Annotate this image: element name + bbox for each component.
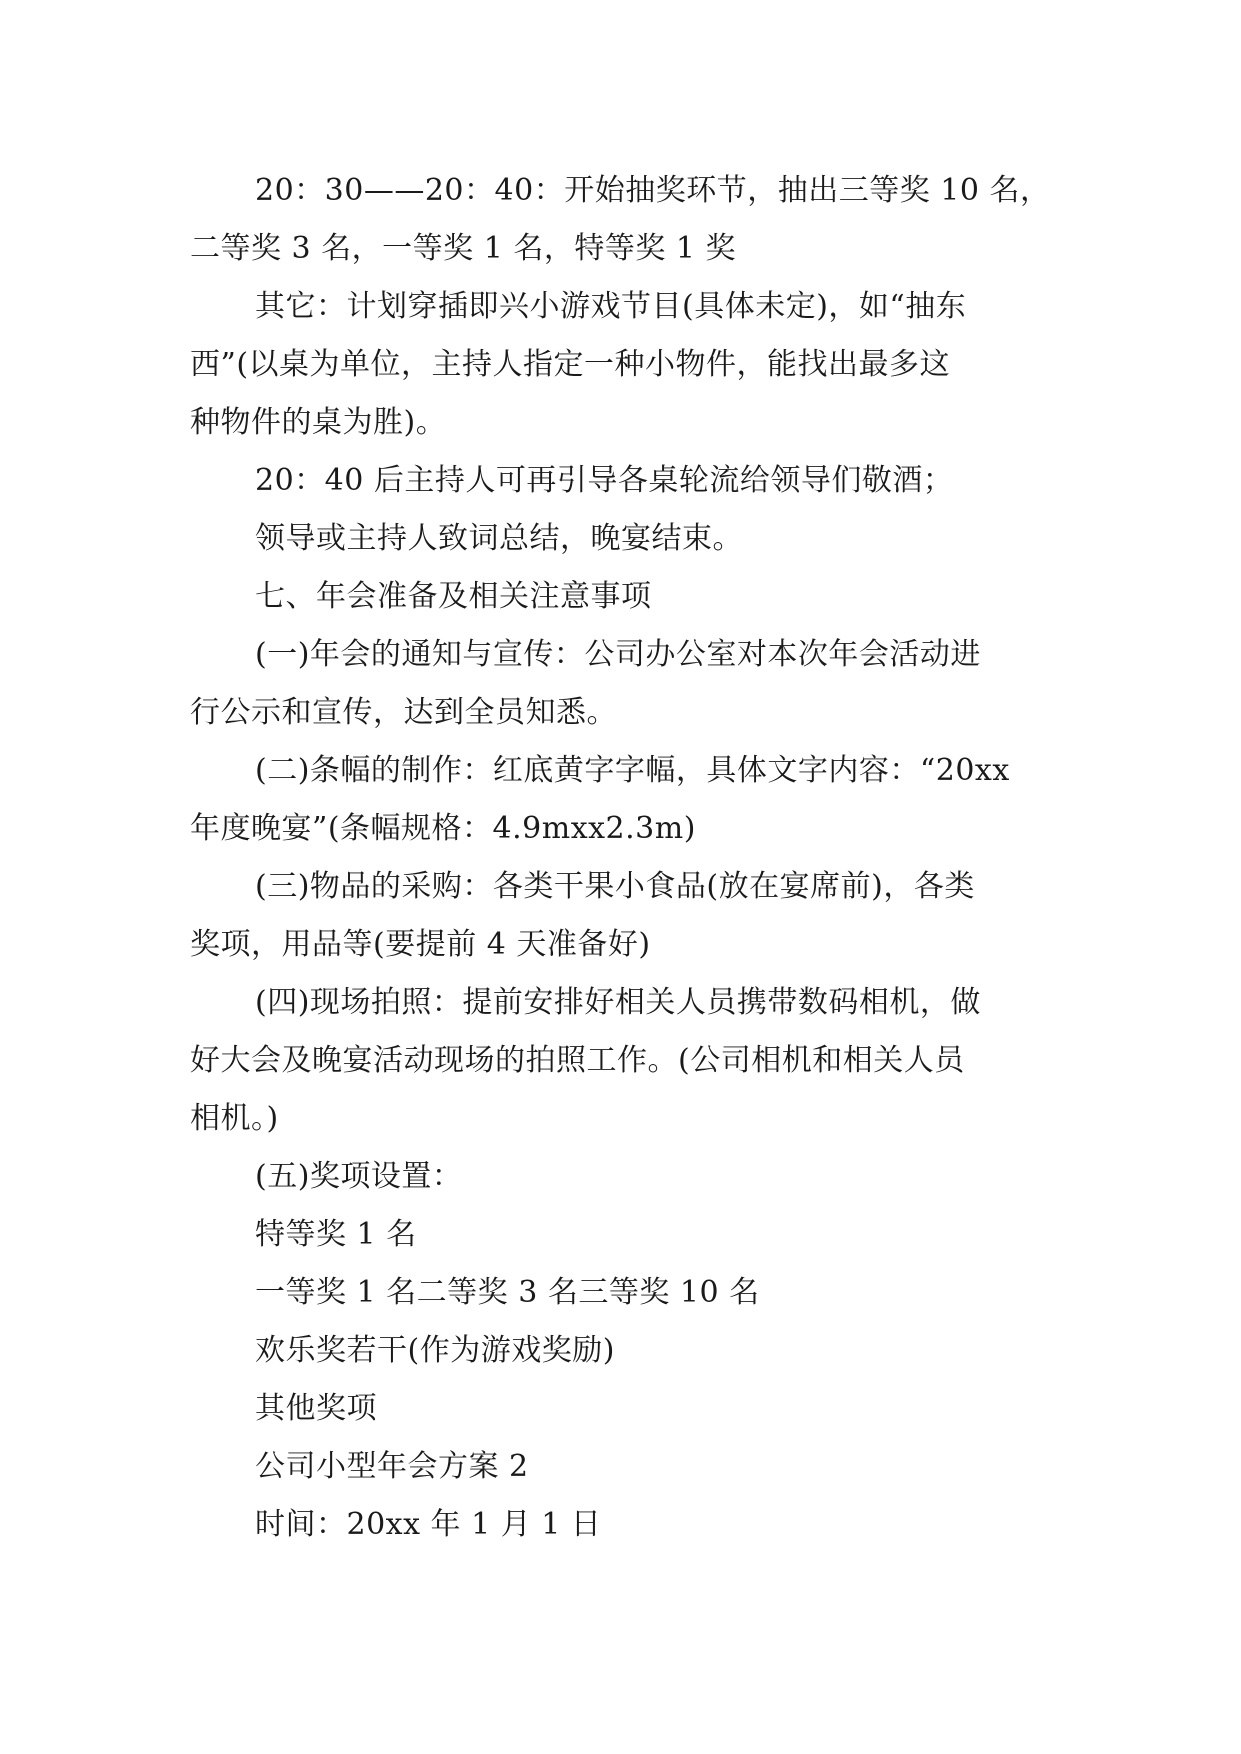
- text-line: 20：30——20：40：开始抽奖环节，抽出三等奖 10 名，: [255, 173, 1051, 208]
- text-line: 一等奖 1 名二等奖 3 名三等奖 10 名: [255, 1275, 760, 1310]
- paragraph-banner: [190, 742, 1052, 858]
- paragraph-toast: [190, 452, 1052, 510]
- text-line: 好大会及晚宴活动现场的拍照工作。(公司相机和相关人员: [190, 1043, 965, 1078]
- text-line: 欢乐奖若干(作为游戏奖励): [255, 1333, 615, 1368]
- text-line: 七、年会准备及相关注意事项: [255, 579, 652, 614]
- paragraph-notice: [190, 626, 1052, 742]
- text-line: (二)条幅的制作：红底黄字字幅，具体文字内容：“20xx: [255, 753, 1010, 788]
- text-line: 其他奖项: [255, 1391, 377, 1426]
- text-line: (一)年会的通知与宣传：公司办公室对本次年会活动进: [255, 637, 981, 672]
- paragraph-purchasing: [190, 858, 1052, 974]
- document-body: [190, 162, 1052, 1554]
- text-line: (三)物品的采购：各类干果小食品(放在宴席前)，各类: [255, 869, 975, 904]
- text-line: 种物件的桌为胜)。: [190, 405, 447, 440]
- paragraph-grand-prize: [190, 1206, 1052, 1264]
- text-line: 领导或主持人致词总结，晚宴结束。: [255, 521, 743, 556]
- text-line: (五)奖项设置：: [255, 1159, 463, 1194]
- text-line: 相机。): [190, 1101, 279, 1136]
- text-line: 行公示和宣传，达到全员知悉。: [190, 695, 617, 730]
- paragraph-awards-heading: [190, 1148, 1052, 1206]
- text-line: 西”(以桌为单位，主持人指定一种小物件，能找出最多这: [190, 347, 951, 382]
- paragraph-plan-2-date: [190, 1496, 1052, 1554]
- text-line: 公司小型年会方案 2: [255, 1449, 529, 1484]
- paragraph-other-games: [190, 278, 1052, 452]
- paragraph-other-prizes: [190, 1380, 1052, 1438]
- paragraph-plan-2-title: [190, 1438, 1052, 1496]
- paragraph-photography: [190, 974, 1052, 1148]
- paragraph-lottery-schedule: [190, 162, 1052, 278]
- paragraph-closing-speech: [190, 510, 1052, 568]
- text-line: 时间：20xx 年 1 月 1 日: [255, 1507, 602, 1542]
- text-line: (四)现场拍照：提前安排好相关人员携带数码相机，做: [255, 985, 981, 1020]
- text-line: 其它：计划穿插即兴小游戏节目(具体未定)，如“抽东: [255, 289, 967, 324]
- paragraph-prize-tiers: [190, 1264, 1052, 1322]
- section-heading-preparation: [190, 568, 1052, 626]
- text-line: 二等奖 3 名，一等奖 1 名，特等奖 1 奖: [190, 231, 736, 266]
- paragraph-fun-prize: [190, 1322, 1052, 1380]
- text-line: 20：40 后主持人可再引导各桌轮流给领导们敬酒；: [255, 463, 954, 498]
- text-line: 年度晚宴”(条幅规格：4.9mxx2.3m): [190, 811, 696, 846]
- text-line: 特等奖 1 名: [255, 1217, 417, 1252]
- text-line: 奖项，用品等(要提前 4 天准备好): [190, 927, 651, 962]
